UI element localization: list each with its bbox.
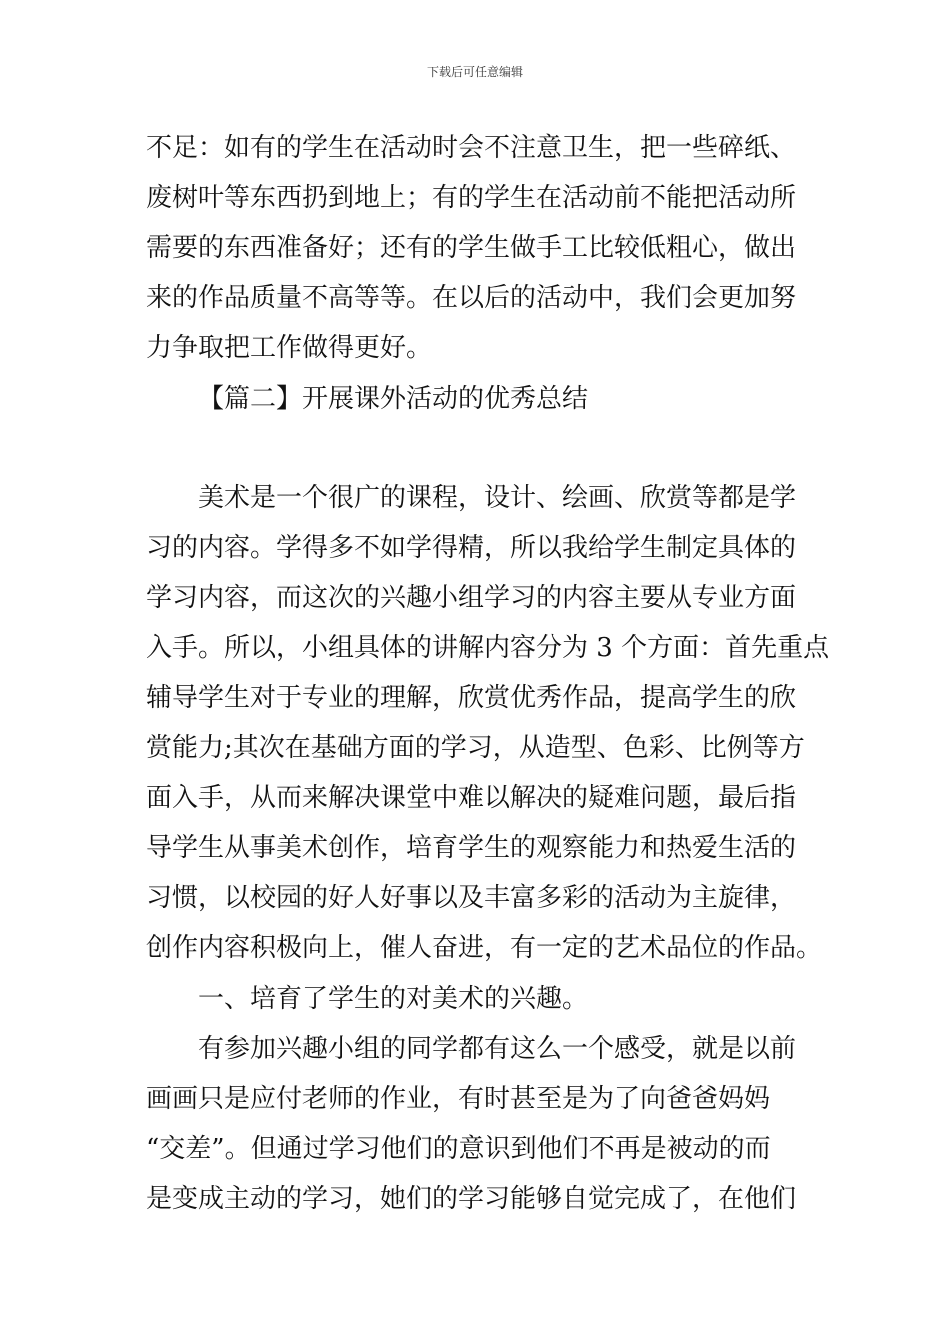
paragraph-line: 是变成主动的学习，她们的学习能够自觉完成了，在他们 xyxy=(146,1184,797,1214)
paragraph-line: 力争取把工作做得更好。 xyxy=(146,333,433,363)
paragraph-line: 废树叶等东西扔到地上；有的学生在活动前不能把活动所 xyxy=(146,183,797,213)
page-header: 下载后可任意编辑 xyxy=(426,65,523,79)
paragraph-line: 创作内容积极向上，催人奋进，有一定的艺术品位的作品。 xyxy=(146,933,823,963)
paragraph-line: 赏能力;其次在基础方面的学习，从造型、色彩、比例等方 xyxy=(146,733,805,763)
paragraph-line: “交差”。但通过学习他们的意识到他们不再是被动的而 xyxy=(146,1134,771,1164)
paragraph-line: 面入手，从而来解决课堂中难以解决的疑难问题，最后指 xyxy=(146,783,797,813)
paragraph-line: 导学生从事美术创作，培育学生的观察能力和热爱生活的 xyxy=(146,833,797,863)
paragraph-line: 学习内容，而这次的兴趣小组学习的内容主要从专业方面 xyxy=(146,583,797,613)
subsection-heading: 一、培育了学生的对美术的兴趣。 xyxy=(198,984,589,1014)
paragraph-line: 不足：如有的学生在活动时会不注意卫生，把一些碎纸、 xyxy=(146,133,797,163)
paragraph-line: 美术是一个很广的课程，设计、绘画、欣赏等都是学 xyxy=(198,483,797,513)
paragraph-line: 来的作品质量不高等等。在以后的活动中，我们会更加努 xyxy=(146,283,797,313)
paragraph-line: 画画只是应付老师的作业，有时甚至是为了向爸爸妈妈 xyxy=(146,1084,771,1114)
paragraph-line: 有参加兴趣小组的同学都有这么一个感受，就是以前 xyxy=(198,1034,797,1064)
paragraph-line: 习的内容。学得多不如学得精，所以我给学生制定具体的 xyxy=(146,533,797,563)
paragraph-line: 入手。所以，小组具体的讲解内容分为 3 个方面：首先重点 xyxy=(146,633,830,663)
paragraph-line: 辅导学生对于专业的理解，欣赏优秀作品，提高学生的欣 xyxy=(146,683,797,713)
paragraph-line: 需要的东西准备好；还有的学生做手工比较低粗心，做出 xyxy=(146,233,797,263)
section-heading: 【篇二】开展课外活动的优秀总结 xyxy=(198,384,589,414)
paragraph-line: 习惯，以校园的好人好事以及丰富多彩的活动为主旋律， xyxy=(146,883,797,913)
